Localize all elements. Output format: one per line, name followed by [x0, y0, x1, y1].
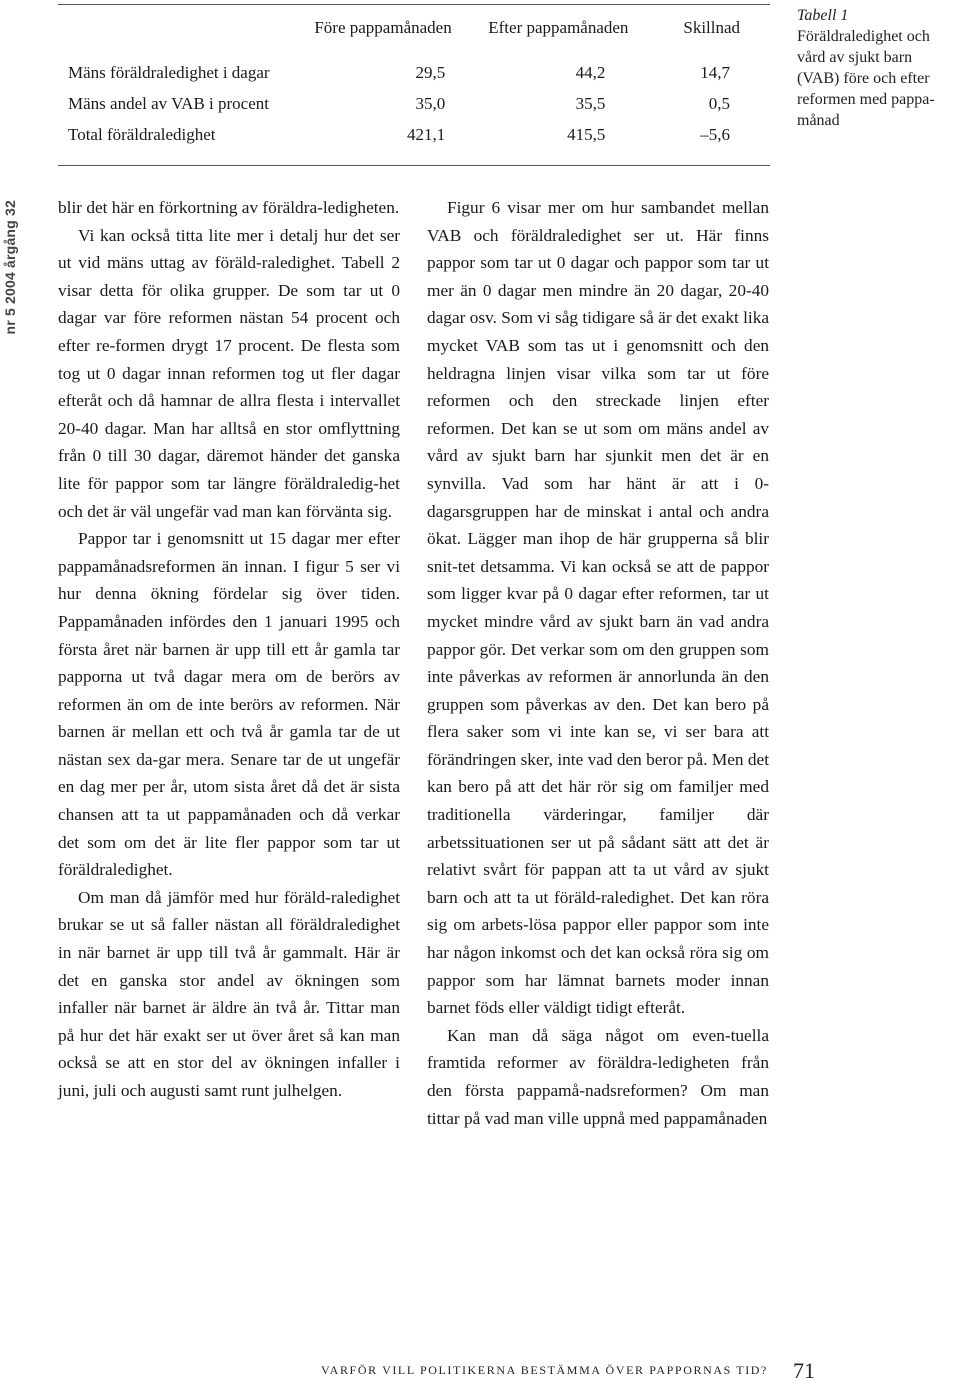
page-number: 71 — [793, 1358, 815, 1383]
paragraph: Kan man då säga något om even-tuella framtida reformer av föräldra-ledigheten från den första pappamå-nadsreformen? Om man tittar på vad man ville uppnå med pappamånaden — [427, 1025, 769, 1128]
table-caption — [797, 5, 957, 131]
table-row — [58, 51, 770, 88]
left-text-column — [58, 194, 400, 1105]
row-label: Total föräldraledighet — [68, 124, 216, 144]
parental-leave-table — [58, 5, 770, 150]
cell-difference: –5,6 — [700, 124, 730, 144]
header-cell-label — [58, 5, 303, 51]
caption-text: Föräldraledighet och vård av sjukt barn (VAB) före och efter reformen med pappa-månad — [797, 28, 935, 129]
data-table-block — [58, 4, 770, 166]
issue-side-label: nr 5 2004 årgång 32 — [2, 200, 18, 335]
paragraph: blir det här en förkortning av föräldra-ledigheten. — [58, 198, 400, 217]
cell-difference: 0,5 — [708, 93, 730, 113]
header-cell-before: Före pappamånaden — [314, 18, 452, 37]
cell-after: 44,2 — [575, 62, 606, 82]
right-text-column — [427, 194, 769, 1132]
cell-after: 415,5 — [567, 124, 606, 144]
cell-after: 35,5 — [575, 93, 606, 113]
paragraph: Om man då jämför med hur föräld-raledighet brukar se ut så faller nästan all föräldraledighet in när barnet är upp till två år gammalt. Här är det en ganska stor andel av ökningen som infaller när barnet är äldre än två år. Tittar man på hur det här exakt ser ut över året så kan man också se att en stor del av ökningen infaller i juni, juli och augusti samt runt julhelgen. — [58, 887, 400, 1100]
table-header-row — [58, 5, 770, 51]
row-label: Mäns andel av VAB i procent — [68, 93, 269, 113]
cell-before: 421,1 — [407, 124, 446, 144]
paragraph: Figur 6 visar mer om hur sambandet mellan VAB och föräldraledighet ser ut. Här finns pappor som tar ut 0 dagar och pappor som tar ut mer än 0 dagar men mindre än 20 dagar, 20-40 dagar osv. Som vi såg tidigare så är det exakt lika mycket VAB som tas ut i genomsnitt och den heldragna linjen visar vilka som tar ut före reformen och den streckade linjen efter reformen. Det kan se ut som om mäns andel av vård av sjukt barn har sjunkit men det är en synvilla. Vad som har hänt är att i 0-dagarsgruppen har de minskat i antal och andra ökat. Lägger man ihop de här grupperna så blir snit-tet detsamma. Vi kan också se att de pappor som ligger kvar på 0 dagar efter reformen, tar ut mycket mindre vård av sjukt barn än vad andra pappor gör. Det verkar som om den gruppen som inte påverkas av reformen är annorlunda än den gruppen som påverkas av den. Det kan bero på flera saker som vi inte kan se, vi ser bara att förändringen sker, inte vad den beror på. Men det kan bero på att det här rör sig om familjer med traditionella värderingar, familjer där arbetssituationen ser ut på sådant sätt att det är relativt svårt för pappan att ta ut vård av sjukt barn och att ta ut föräld-raledighet. Det kan röra sig om arbets-lösa pappor eller pappor som inte har någon inkomst och det kan också röra sig om pappor som har lämnat barnets moder innan barnet föds eller väldigt tidigt efteråt. — [427, 198, 770, 1018]
paragraph: Pappor tar i genomsnitt ut 15 dagar mer efter pappamånadsreformen än innan. I figur 5 ser vi hur denna ökning fördelar sig över tiden. Pappamånaden infördes den 1 januari 1995 och första året när barnen är upp till ett år gamla tar papporna ut två dagar mera om de berörs av reformen än om de inte berörs av reformen. När barnen är mellan ett och två år gamla tar de ut nästan sex da-gar mera. Senare tar de ut ungefär en dag mer per år, utom sista året då det är sista chansen att ta ut pappamånaden och då verkar det som om det är lite fler pappor som tar ut föräldraledighet. — [58, 529, 400, 880]
row-label: Mäns föräldraledighet i dagar — [68, 62, 270, 82]
running-footer-title: VARFÖR VILL POLITIKERNA BESTÄMMA ÖVER PAPPORNAS TID? — [320, 1363, 768, 1377]
caption-label: Tabell 1 — [797, 7, 849, 24]
cell-difference: 14,7 — [700, 62, 730, 82]
table-row — [58, 119, 770, 150]
header-cell-difference: Skillnad — [683, 18, 741, 37]
header-cell-after: Efter pappamånaden — [488, 18, 629, 37]
paragraph: Vi kan också titta lite mer i detalj hur det ser ut vid mäns uttag av föräld-raledighet. Tabell 2 visar detta för olika grupper. De som tar ut 0 dagar var före reformen nästan 54 procent och efter re-formen drygt 17 procent. De flesta som tog ut 0 dagar innan reformen tog ut fler dagar efteråt och då hamnar de allra flesta i intervallet 20-40 dagar. Man har alltså en stor omflyttning från 0 till 30 dagar, däremot händer det ganska lite för pappor som tar längre föräldraledig-het och det är väl ungefär vad man kan förvänta sig. — [58, 225, 400, 521]
cell-before: 35,0 — [415, 93, 446, 113]
table-row — [58, 88, 770, 119]
cell-before: 29,5 — [415, 62, 446, 82]
